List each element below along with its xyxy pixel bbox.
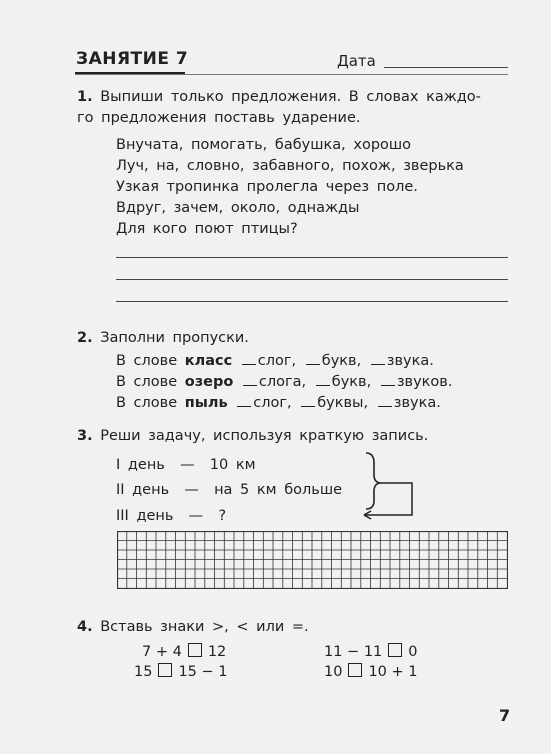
fill-blank[interactable] bbox=[237, 394, 251, 407]
task3-number: 3. bbox=[77, 428, 93, 444]
row-word: пыль bbox=[184, 395, 228, 411]
fill-blank[interactable] bbox=[378, 394, 392, 407]
lesson-title: ЗАНЯТИЕ 7 bbox=[76, 49, 189, 69]
sign-box[interactable] bbox=[388, 643, 402, 657]
row-letters: букв, bbox=[331, 374, 372, 390]
fill-blank[interactable] bbox=[381, 373, 395, 386]
fill-blank[interactable] bbox=[371, 352, 385, 365]
task1-instruction-1: Выпиши только предложения. В словах каждо- bbox=[100, 89, 481, 105]
task2-row-1 bbox=[116, 352, 434, 369]
date-label: Дата bbox=[337, 52, 376, 70]
row-sounds: звука. bbox=[386, 353, 434, 369]
day-value: ? bbox=[218, 508, 227, 524]
fill-blank[interactable] bbox=[242, 352, 256, 365]
dash: — bbox=[188, 508, 204, 524]
row-word: класс bbox=[184, 353, 233, 369]
task1-item-2: Луч, на, словно, забавного, похож, зверька bbox=[116, 158, 464, 174]
expr-b: 10 + 1 bbox=[368, 664, 418, 680]
task1-line1 bbox=[77, 89, 481, 105]
row-prefix: В слове bbox=[116, 374, 178, 390]
fill-blank[interactable] bbox=[301, 394, 315, 407]
date-field-line[interactable] bbox=[384, 67, 508, 68]
header-rule bbox=[75, 74, 508, 75]
expr-b: 15 − 1 bbox=[178, 664, 228, 680]
day-label: I день bbox=[116, 457, 165, 473]
expr-b: 0 bbox=[408, 644, 418, 660]
page-number: 7 bbox=[499, 706, 511, 725]
dash: — bbox=[180, 457, 195, 473]
fill-blank[interactable] bbox=[306, 352, 320, 365]
task1-number: 1. bbox=[77, 89, 93, 105]
row-letters: букв, bbox=[321, 353, 362, 369]
day-value: 10 км bbox=[209, 457, 256, 473]
row-prefix: В слове bbox=[116, 353, 178, 369]
row-syllables: слога, bbox=[258, 374, 307, 390]
task3-row-2 bbox=[116, 482, 342, 498]
expr-a: 7 + 4 bbox=[142, 644, 182, 660]
task3-row-3 bbox=[116, 508, 226, 524]
compare-left-1 bbox=[142, 643, 226, 660]
task4-title: Вставь знаки >, < или =. bbox=[100, 619, 309, 635]
compare-right-1 bbox=[324, 643, 418, 660]
sign-box[interactable] bbox=[348, 663, 362, 677]
expr-a: 15 bbox=[134, 664, 153, 680]
task2-heading bbox=[77, 330, 249, 346]
row-prefix: В слове bbox=[116, 395, 178, 411]
task1-item-5: Для кого поют птицы? bbox=[116, 221, 298, 237]
task2-row-3 bbox=[116, 394, 441, 411]
expr-a: 11 − 11 bbox=[324, 644, 383, 660]
expr-a: 10 bbox=[324, 664, 343, 680]
row-sounds: звука. bbox=[393, 395, 441, 411]
compare-right-2 bbox=[324, 663, 418, 680]
task2-row-2 bbox=[116, 373, 452, 390]
answer-line[interactable] bbox=[116, 257, 508, 258]
row-syllables: слог, bbox=[257, 353, 297, 369]
task1-item-3: Узкая тропинка пролегла через поле. bbox=[116, 179, 418, 195]
row-word: озеро bbox=[184, 374, 234, 390]
brace-arrow-icon bbox=[360, 449, 420, 529]
task4-heading bbox=[77, 619, 309, 635]
answer-line[interactable] bbox=[116, 301, 508, 302]
sign-box[interactable] bbox=[158, 663, 172, 677]
task1-item-1: Внучата, помогать, бабушка, хорошо bbox=[116, 137, 412, 153]
task1-item-4: Вдруг, зачем, около, однажды bbox=[116, 200, 360, 216]
sign-box[interactable] bbox=[188, 643, 202, 657]
task3-title: Реши задачу, используя краткую запись. bbox=[100, 428, 429, 444]
answer-line[interactable] bbox=[116, 279, 508, 280]
fill-blank[interactable] bbox=[316, 373, 330, 386]
task3-heading bbox=[77, 428, 428, 444]
task3-row-1 bbox=[116, 457, 256, 473]
compare-left-2 bbox=[134, 663, 228, 680]
row-sounds: звуков. bbox=[396, 374, 453, 390]
dash: — bbox=[184, 482, 199, 498]
row-syllables: слог, bbox=[253, 395, 292, 411]
day-label: II день bbox=[116, 482, 170, 498]
expr-b: 12 bbox=[207, 644, 227, 660]
task2-number: 2. bbox=[77, 330, 93, 346]
task1-instruction-2: го предложения поставь ударение. bbox=[77, 110, 361, 126]
day-label: III день bbox=[116, 508, 174, 524]
task2-title: Заполни пропуски. bbox=[100, 330, 249, 346]
row-letters: буквы, bbox=[317, 395, 369, 411]
fill-blank[interactable] bbox=[243, 373, 257, 386]
task4-number: 4. bbox=[77, 619, 93, 635]
answer-grid[interactable] bbox=[117, 531, 508, 589]
day-value: на 5 км больше bbox=[214, 482, 343, 498]
